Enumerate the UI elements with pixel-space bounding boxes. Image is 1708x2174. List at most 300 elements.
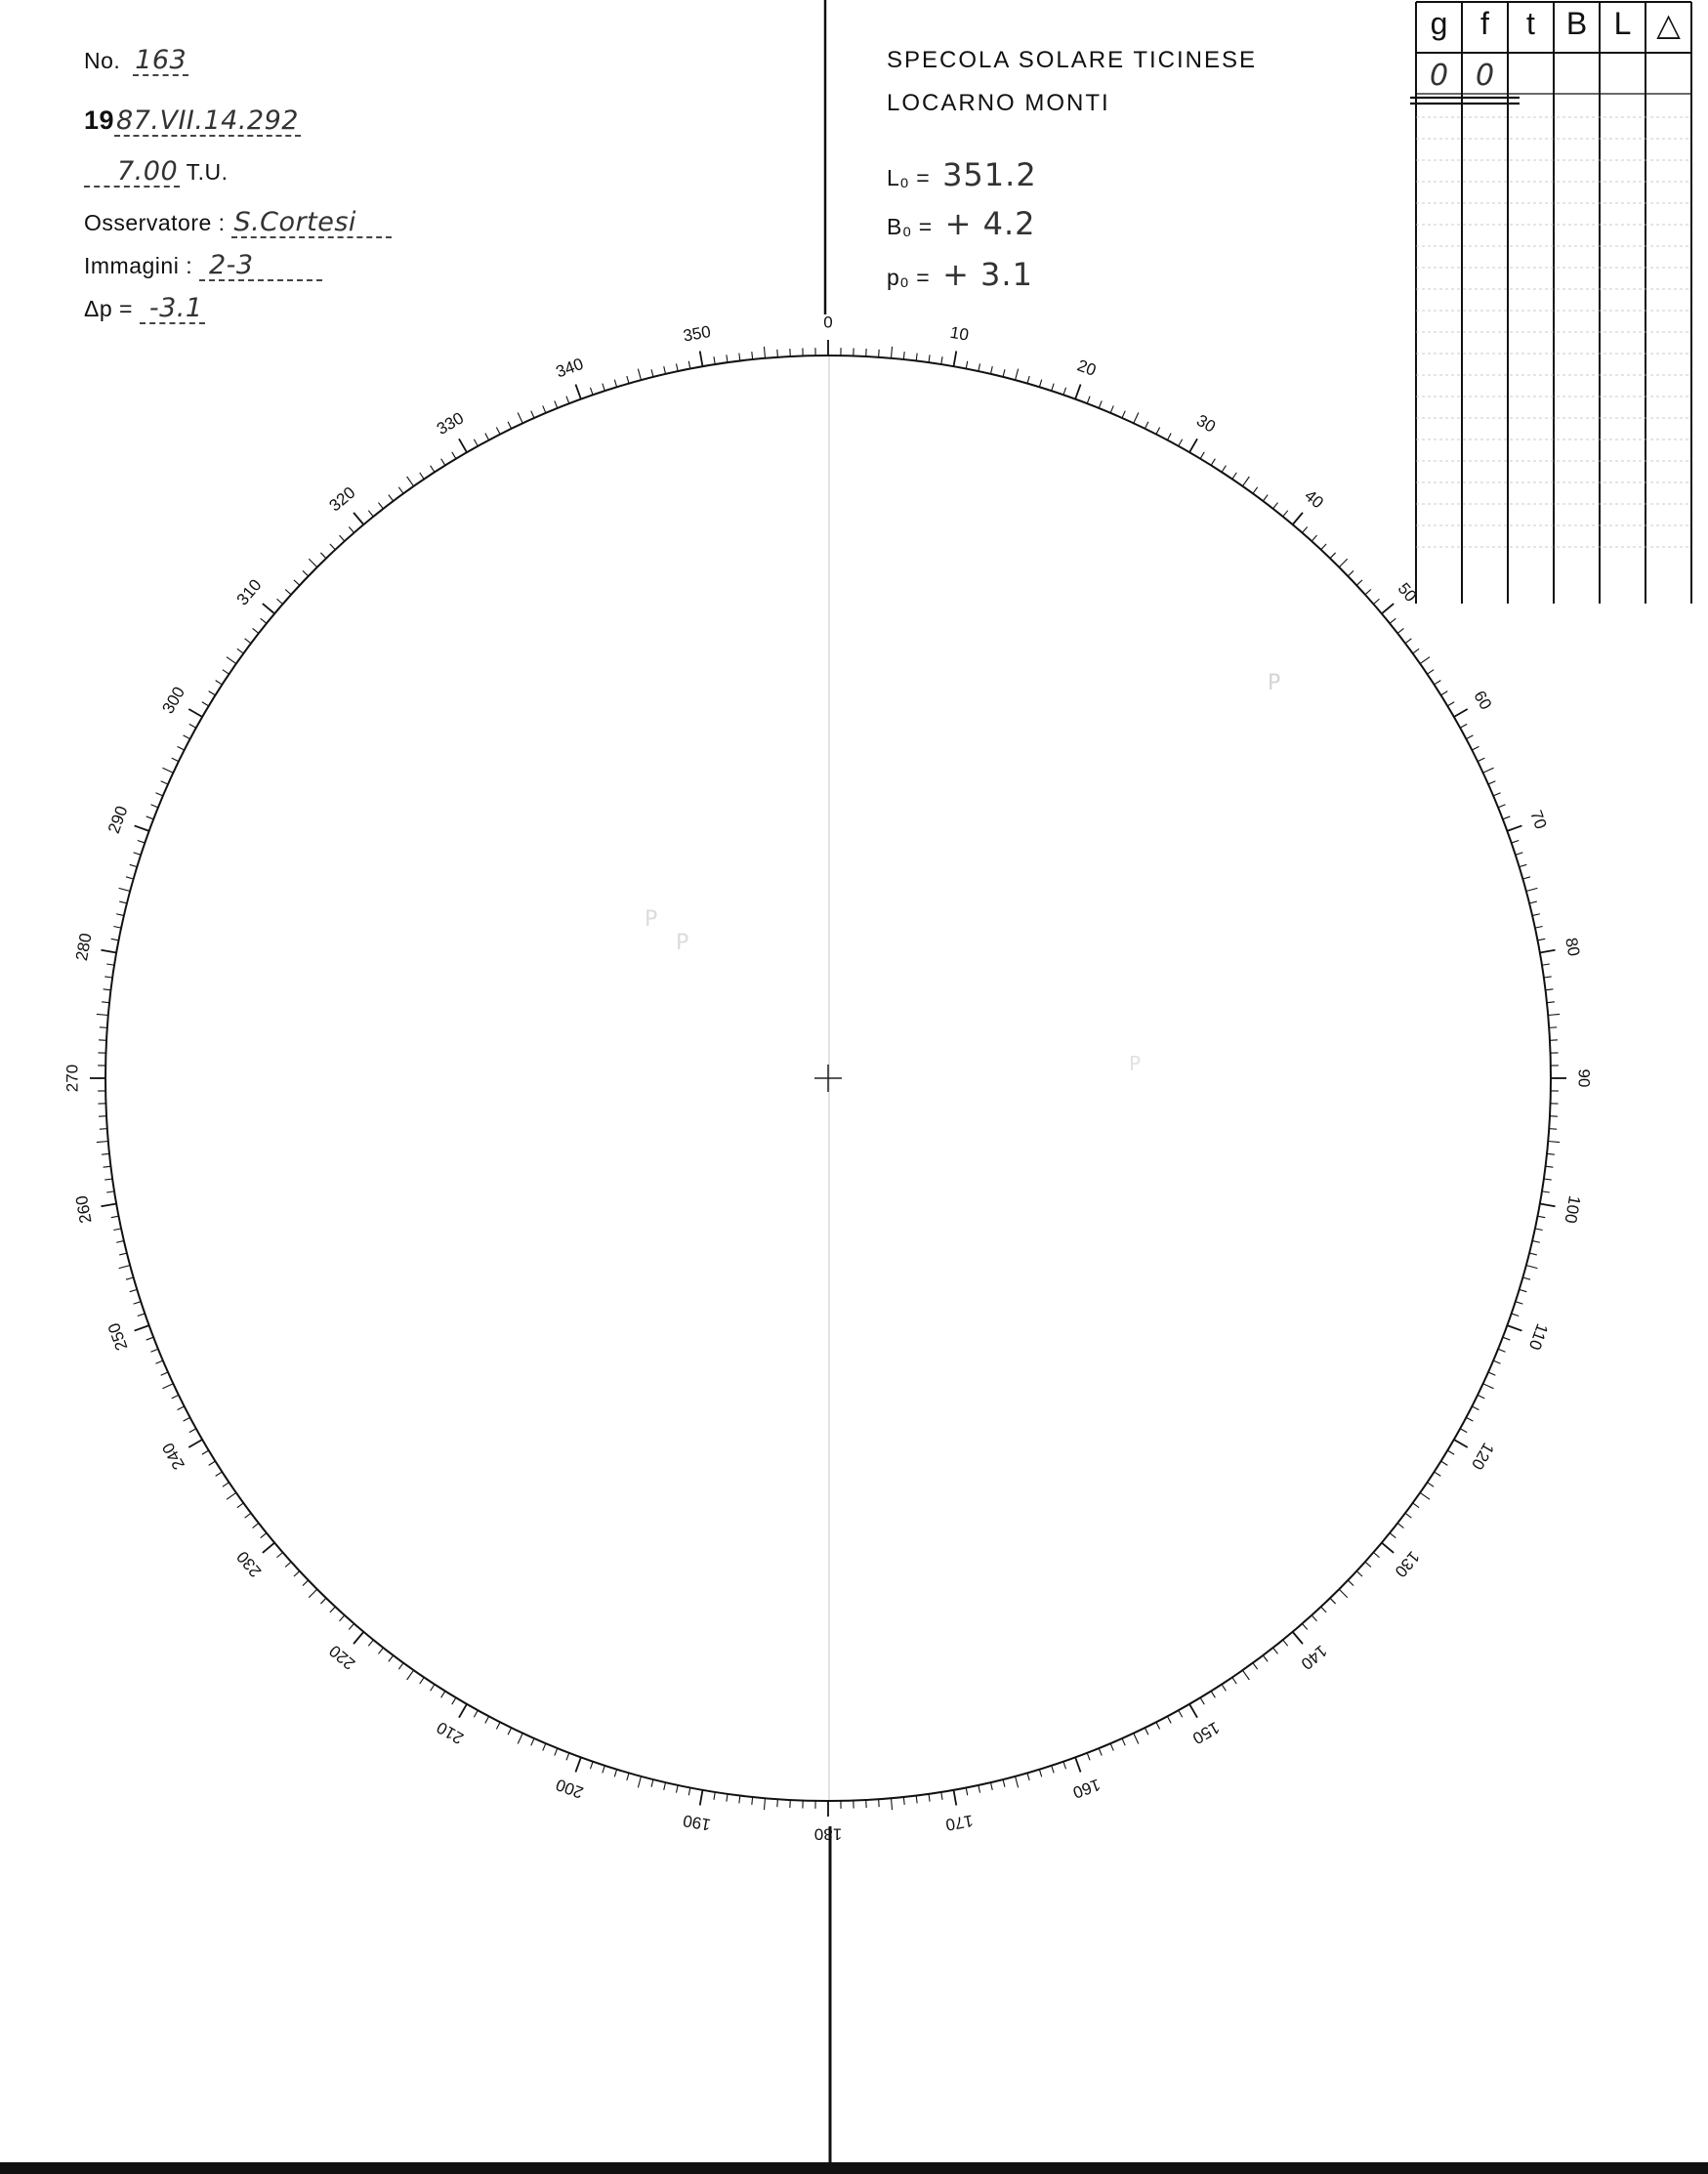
degree-tick (184, 735, 190, 739)
degree-tick (953, 1790, 956, 1806)
degree-tick (714, 1792, 715, 1800)
degree-tick (178, 1406, 185, 1410)
degree-tick (223, 1483, 229, 1486)
degree-label: 170 (943, 1811, 976, 1835)
degree-tick (727, 355, 728, 362)
degree-tick (1549, 1027, 1557, 1028)
degree-tick (1253, 1663, 1258, 1669)
degree-tick (368, 511, 373, 517)
degree-tick (1382, 604, 1394, 613)
degree-tick (161, 1372, 168, 1375)
degree-tick (184, 1417, 190, 1421)
degree-label: 160 (1070, 1775, 1104, 1803)
degree-tick (739, 354, 740, 361)
degree-tick (378, 1648, 383, 1653)
degree-tick (130, 1289, 138, 1291)
degree-tick (1356, 1571, 1362, 1576)
degree-tick (216, 681, 223, 685)
degree-label: 210 (433, 1717, 468, 1748)
table-header-L: L (1613, 6, 1632, 41)
degree-tick (555, 400, 558, 407)
degree-tick (162, 768, 173, 773)
degree-tick (320, 553, 326, 559)
degree-label: 270 (62, 1064, 82, 1093)
degree-tick (1547, 1002, 1555, 1003)
data-table-grid (1410, 2, 1691, 604)
degree-tick (1321, 544, 1326, 550)
degree-label: 60 (1470, 688, 1496, 713)
L0-label: L₀ = (887, 165, 931, 190)
degree-tick (1063, 1762, 1066, 1770)
degree-tick (1549, 1129, 1557, 1130)
degree-tick (378, 503, 383, 509)
degree-tick (1339, 559, 1347, 566)
degree-tick (1542, 964, 1550, 965)
degree-tick (929, 355, 930, 362)
degree-tick (216, 1472, 223, 1476)
degree-tick (651, 369, 653, 377)
degree-tick (172, 758, 179, 762)
degree-tick (368, 1640, 373, 1646)
degree-tick (688, 1787, 690, 1795)
degree-tick (1548, 1141, 1560, 1142)
degree-tick (638, 369, 641, 381)
degree-tick (1189, 439, 1197, 452)
degree-tick (1413, 648, 1419, 653)
degree-tick (1488, 1372, 1495, 1375)
degree-tick (134, 1302, 142, 1304)
degree-label: 290 (104, 803, 132, 836)
degree-tick (339, 1615, 344, 1621)
degree-tick (1526, 888, 1538, 891)
degree-tick (555, 1748, 558, 1755)
degree-tick (1390, 618, 1396, 623)
degree-tick (1312, 1615, 1316, 1621)
time-value: 7.00 (84, 158, 180, 188)
degree-tick (1405, 1513, 1411, 1518)
degree-tick (1547, 1153, 1555, 1154)
degree-tick (603, 384, 604, 392)
degree-tick (1232, 1677, 1236, 1684)
degree-tick (627, 1773, 629, 1780)
degree-tick (1520, 1289, 1527, 1291)
bottom-strip (0, 2162, 1708, 2174)
degree-tick (700, 1790, 703, 1806)
degree-tick (990, 1782, 992, 1790)
degree-tick (1483, 1384, 1494, 1389)
degree-tick (113, 1229, 121, 1231)
degree-tick (1063, 388, 1066, 396)
degree-tick (135, 1325, 149, 1330)
degree-label: 320 (325, 482, 359, 516)
degree-tick (1532, 1240, 1540, 1242)
degree-label: 110 (1524, 1320, 1552, 1353)
degree-label: 190 (681, 1811, 713, 1835)
faint-mark: P (1268, 671, 1281, 695)
degree-tick (261, 618, 267, 623)
degree-tick (102, 1002, 109, 1003)
degree-tick (485, 434, 489, 440)
degree-tick (752, 352, 753, 359)
degree-tick (590, 388, 593, 396)
degree-tick (1545, 1166, 1553, 1167)
degree-tick (441, 1692, 445, 1698)
degree-tick (1373, 599, 1379, 604)
degree-tick (941, 1792, 942, 1800)
degree-tick (303, 1580, 309, 1586)
degree-label: 0 (823, 313, 833, 332)
degree-tick (879, 350, 880, 357)
degree-tick (916, 354, 917, 361)
degree-tick (303, 570, 309, 576)
degree-tick (1200, 452, 1204, 459)
degree-tick (1435, 1472, 1441, 1476)
degree-tick (1356, 580, 1362, 585)
degree-tick (485, 1716, 489, 1723)
institution-line1: SPECOLA SOLARE TICINESE (887, 47, 1258, 73)
degree-tick (420, 1677, 424, 1684)
degree-tick (1075, 1757, 1080, 1772)
degree-tick (354, 1632, 363, 1644)
degree-tick (543, 405, 546, 412)
degree-tick (330, 1607, 335, 1612)
degree-tick (1222, 1685, 1226, 1692)
degree-tick (237, 648, 243, 653)
degree-tick (1232, 473, 1236, 480)
degree-tick (349, 1623, 354, 1629)
degree-tick (119, 901, 127, 903)
degree-tick (1156, 428, 1160, 435)
degree-tick (1087, 1753, 1090, 1760)
degree-tick (1003, 369, 1005, 377)
degree-tick (979, 1785, 980, 1793)
degree-tick (1027, 376, 1029, 384)
degree-tick (285, 589, 291, 594)
degree-tick (1330, 553, 1336, 559)
degree-tick (1211, 459, 1215, 466)
degree-tick (1110, 405, 1113, 412)
degree-tick (664, 1782, 666, 1790)
degree-tick (1529, 901, 1537, 903)
degree-tick (223, 670, 229, 674)
degree-tick (1087, 397, 1090, 403)
degree-tick (1122, 411, 1125, 418)
degree-tick (1293, 1632, 1303, 1644)
degree-tick (777, 1799, 778, 1807)
degree-tick (1134, 1734, 1139, 1744)
degree-tick (1488, 781, 1495, 784)
degree-label: 40 (1301, 485, 1327, 513)
degree-tick (420, 473, 424, 480)
degree-tick (903, 352, 904, 359)
degree-tick (566, 1753, 569, 1760)
institution-line2: LOCARNO MONTI (887, 90, 1110, 116)
degree-tick (1522, 1277, 1530, 1279)
degree-tick (566, 397, 569, 403)
degree-tick (879, 1799, 880, 1807)
degree-tick (916, 1795, 917, 1803)
table-header-f: f (1480, 6, 1489, 41)
degree-tick (1273, 1648, 1278, 1653)
degree-tick (1099, 400, 1102, 407)
degree-tick (1545, 989, 1553, 990)
degree-tick (1520, 864, 1527, 866)
degree-label: 300 (158, 683, 189, 718)
degree-tick (134, 853, 142, 855)
degree-tick (309, 559, 316, 566)
degree-tick (1397, 1524, 1403, 1528)
degree-tick (189, 1429, 196, 1433)
degree-tick (1503, 1337, 1510, 1340)
degree-tick (104, 1166, 111, 1167)
degree-tick (389, 1655, 394, 1661)
degree-tick (1099, 1748, 1102, 1755)
degree-tick (1447, 702, 1454, 706)
degree-tick (1498, 1349, 1505, 1352)
degree-tick (1454, 709, 1468, 717)
degree-tick (135, 825, 149, 830)
degree-tick (104, 989, 111, 990)
degree-tick (777, 350, 778, 357)
degree-tick (474, 439, 478, 446)
degree-tick (1242, 477, 1249, 486)
degree-tick (452, 1697, 456, 1704)
degree-tick (155, 793, 162, 796)
degree-tick (389, 495, 394, 501)
degree-tick (309, 1589, 316, 1597)
degree-tick (146, 1337, 153, 1340)
degree-tick (1512, 840, 1520, 843)
number-label: No. (84, 48, 121, 73)
degree-tick (518, 412, 522, 423)
degree-tick (1373, 1552, 1379, 1557)
degree-tick (627, 376, 629, 384)
degree-label: 10 (948, 322, 971, 345)
degree-tick (474, 1710, 478, 1717)
degree-tick (1405, 639, 1411, 644)
degree-tick (119, 888, 131, 891)
observer-value: S.Cortesi (231, 209, 391, 238)
L0-value: 351.2 (942, 156, 1037, 193)
degree-tick (459, 439, 467, 452)
degree-tick (441, 459, 445, 466)
P0-label: p₀ = (887, 265, 931, 290)
degree-tick (138, 840, 146, 843)
degree-tick (189, 724, 196, 728)
degree-tick (1498, 805, 1505, 808)
degree-tick (929, 1794, 930, 1802)
degree-label: 150 (1188, 1717, 1224, 1748)
degree-tick (111, 939, 119, 941)
degree-tick (614, 1770, 616, 1777)
degree-tick (1544, 977, 1552, 978)
B0-label: B₀ = (887, 214, 933, 239)
degree-tick (111, 1216, 119, 1218)
degree-tick (126, 1277, 134, 1279)
degree-tick (700, 351, 703, 366)
degree-tick (966, 361, 968, 369)
degree-tick (161, 781, 168, 784)
degree-tick (130, 864, 138, 866)
degree-tick (398, 487, 403, 493)
degree-tick (543, 1743, 546, 1750)
degree-tick (209, 691, 216, 695)
degree-tick (119, 1266, 131, 1269)
degree-tick (508, 1728, 512, 1735)
degree-tick (407, 1670, 414, 1680)
degree-tick (1493, 1360, 1500, 1363)
degree-tick (1420, 657, 1430, 664)
P0-value: + 3.1 (942, 256, 1033, 293)
degree-tick (1535, 926, 1543, 928)
degree-tick (676, 363, 678, 371)
degree-tick (1189, 1704, 1197, 1718)
degree-tick (97, 1014, 108, 1015)
degree-tick (1529, 1253, 1537, 1255)
degree-tick (1532, 914, 1540, 916)
degree-label: 70 (1526, 808, 1551, 832)
table-header-B: B (1565, 6, 1588, 41)
degree-tick (138, 1314, 146, 1317)
degree-tick (752, 1797, 753, 1805)
degree-tick (903, 1797, 904, 1805)
images-value: 2-3 (199, 252, 322, 281)
time-unit: T.U. (186, 159, 229, 185)
degree-tick (261, 1533, 267, 1538)
degree-label: 330 (433, 408, 468, 439)
degree-tick (1302, 526, 1307, 532)
degree-tick (202, 1450, 209, 1454)
degree-tick (1522, 877, 1530, 879)
degree-tick (1503, 816, 1510, 819)
degree-label: 120 (1467, 1439, 1498, 1474)
degree-tick (1145, 422, 1148, 429)
degree-tick (1516, 1302, 1523, 1304)
degree-tick (1516, 853, 1523, 855)
degree-tick (953, 351, 956, 366)
degree-tick (245, 1513, 251, 1518)
degree-tick (398, 1663, 403, 1669)
degree-tick (320, 1598, 326, 1604)
degree-tick (1312, 535, 1316, 541)
degree-label: 50 (1394, 579, 1421, 606)
table-cell-g: 0 (1429, 59, 1449, 93)
degree-tick (452, 452, 456, 459)
degree-label: 250 (104, 1320, 132, 1354)
degree-tick (97, 1141, 108, 1142)
degree-tick (116, 914, 124, 916)
B0-value: + 4.2 (944, 205, 1036, 242)
degree-tick (1273, 503, 1278, 509)
degree-tick (1466, 735, 1473, 739)
degree-tick (1537, 939, 1545, 941)
faint-mark: P (645, 907, 658, 932)
degree-tick (1427, 670, 1434, 674)
degree-tick (407, 477, 414, 486)
degree-tick (1365, 1562, 1371, 1567)
degree-tick (1211, 1692, 1215, 1698)
degree-tick (188, 709, 202, 717)
degree-tick (354, 513, 363, 524)
degree-tick (1460, 1429, 1467, 1433)
degree-tick (1493, 793, 1500, 796)
degree-tick (339, 535, 344, 541)
degree-tick (1472, 746, 1479, 750)
degree-tick (1167, 1716, 1171, 1723)
table-header-t: t (1526, 6, 1535, 41)
degree-tick (1544, 1179, 1552, 1180)
table-header-delta: △ (1656, 7, 1681, 42)
degree-tick (1145, 1728, 1148, 1735)
degree-tick (1156, 1722, 1160, 1729)
degree-label: 220 (325, 1641, 359, 1674)
degree-tick (330, 544, 335, 550)
degree-label: 90 (1574, 1068, 1594, 1088)
degree-tick (1478, 1395, 1484, 1399)
degree-tick (1472, 1406, 1479, 1410)
degree-tick (590, 1762, 593, 1770)
degree-tick (531, 1738, 534, 1745)
number-value: 163 (135, 45, 187, 75)
degree-tick (1052, 384, 1054, 392)
degree-tick (1365, 589, 1371, 594)
degree-tick (1263, 1655, 1268, 1661)
degree-tick (1478, 758, 1484, 762)
degree-tick (1027, 1773, 1029, 1780)
degree-label: 340 (553, 354, 586, 382)
degree-tick (104, 977, 112, 978)
images-label: Immagini : (84, 253, 193, 278)
degree-tick (1283, 1640, 1288, 1646)
degree-tick (431, 1685, 435, 1692)
degree-tick (1413, 1503, 1419, 1508)
degree-tick (349, 526, 354, 532)
observer-label: Osservatore : (84, 210, 226, 235)
degree-tick (941, 356, 942, 364)
degree-tick (1512, 1314, 1520, 1317)
degree-tick (891, 1798, 892, 1810)
degree-tick (727, 1794, 728, 1802)
degree-tick (431, 466, 435, 473)
degree-tick (188, 1440, 202, 1447)
date-prefix: 19 (84, 105, 115, 135)
delta-p-label: Δp = (84, 296, 133, 321)
degree-tick (1110, 1743, 1113, 1750)
degree-tick (100, 1027, 107, 1028)
degree-label: 140 (1297, 1641, 1331, 1674)
degree-tick (209, 1461, 216, 1465)
degree-tick (178, 746, 185, 750)
table-header-g: g (1430, 6, 1448, 41)
degree-tick (294, 580, 300, 585)
degree-label: 260 (71, 1193, 96, 1226)
degree-label: 30 (1193, 410, 1219, 437)
degree-tick (1483, 768, 1494, 773)
degree-tick (227, 657, 236, 664)
degree-label: 310 (232, 575, 266, 609)
degree-tick (1039, 380, 1041, 388)
degree-tick (1537, 1216, 1545, 1218)
degree-tick (990, 366, 992, 374)
degree-tick (614, 380, 616, 388)
degree-tick (1167, 434, 1171, 440)
degree-tick (119, 1253, 127, 1255)
degree-label: 230 (232, 1547, 266, 1581)
degree-tick (285, 1562, 291, 1567)
degree-tick (1507, 825, 1521, 830)
degree-tick (1454, 1440, 1468, 1447)
degree-label: 280 (71, 931, 96, 963)
